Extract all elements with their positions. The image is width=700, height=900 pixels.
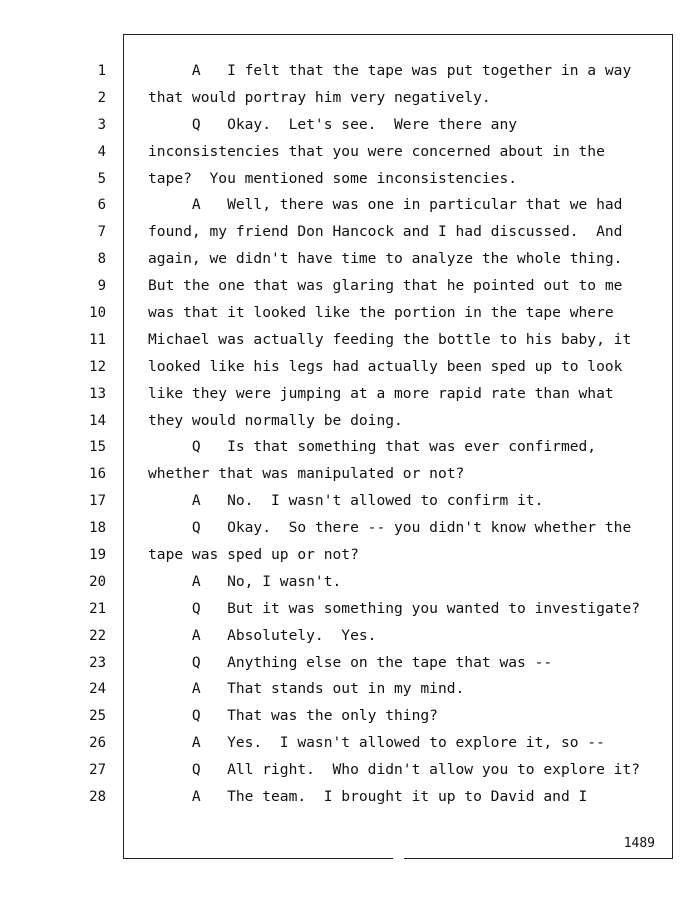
- line-text: was that it looked like the portion in the tape where: [148, 304, 614, 322]
- line-number: 23: [89, 654, 106, 671]
- line-number: 2: [97, 89, 106, 106]
- line-text: found, my friend Don Hancock and I had discussed. And: [148, 223, 623, 241]
- line-text: Q That was the only thing?: [148, 707, 438, 725]
- line-number: 24: [89, 681, 106, 698]
- line-number: 8: [97, 251, 106, 268]
- transcript-line: [0, 300, 700, 327]
- line-text: A Yes. I wasn't allowed to explore it, so --: [148, 734, 605, 752]
- line-text: again, we didn't have time to analyze the whole thing.: [148, 250, 623, 268]
- line-number: 15: [89, 439, 106, 456]
- line-text: Michael was actually feeding the bottle to his baby, it: [148, 330, 632, 348]
- line-text: like they were jumping at a more rapid rate than what: [148, 384, 614, 402]
- transcript-line: [0, 623, 700, 650]
- line-number: 19: [89, 547, 106, 564]
- line-text: A Absolutely. Yes.: [148, 626, 377, 644]
- transcript-line: [0, 166, 700, 193]
- line-number: 21: [89, 600, 106, 617]
- line-number: 26: [89, 735, 106, 752]
- transcript-line: [0, 757, 700, 784]
- line-number: 25: [89, 708, 106, 725]
- transcript-line: [0, 784, 700, 811]
- page-border-top: [123, 34, 672, 35]
- transcript-line: [0, 569, 700, 596]
- line-text: Q Anything else on the tape that was --: [148, 653, 553, 671]
- line-number: 9: [97, 278, 106, 295]
- line-text: Q But it was something you wanted to investigate?: [148, 599, 641, 617]
- line-number: 27: [89, 762, 106, 779]
- transcript-line: [0, 327, 700, 354]
- transcript-line: [0, 273, 700, 300]
- line-text: tape was sped up or not?: [148, 546, 359, 564]
- transcript-line: [0, 650, 700, 677]
- transcript-line: [0, 139, 700, 166]
- bottom-rule-right: [404, 858, 673, 859]
- line-number: 4: [97, 143, 106, 160]
- line-text: Q Okay. So there -- you didn't know whether the: [148, 519, 632, 537]
- line-text: whether that was manipulated or not?: [148, 465, 465, 483]
- line-text: A No, I wasn't.: [148, 572, 342, 590]
- line-text: A I felt that the tape was put together in a way: [148, 62, 632, 79]
- line-text: looked like his legs had actually been sped up to look: [148, 357, 623, 375]
- transcript-line: [0, 515, 700, 542]
- line-number: 3: [97, 116, 106, 133]
- line-number: 5: [97, 170, 106, 187]
- transcript-line: [0, 730, 700, 757]
- transcript-line: [0, 354, 700, 381]
- line-text: inconsistencies that you were concerned about in the: [148, 142, 605, 160]
- line-text: A That stands out in my mind.: [148, 680, 465, 698]
- line-number: 14: [89, 412, 106, 429]
- page-number: 1489: [623, 836, 655, 851]
- line-number: 28: [89, 789, 106, 806]
- line-text: Q Okay. Let's see. Were there any: [148, 115, 518, 133]
- transcript-line: [0, 542, 700, 569]
- transcript-line: [0, 488, 700, 515]
- line-text: tape? You mentioned some inconsistencies.: [148, 169, 518, 187]
- line-text: A No. I wasn't allowed to confirm it.: [148, 492, 544, 510]
- transcript-line: [0, 434, 700, 461]
- transcript-line: [0, 112, 700, 139]
- line-number: 11: [89, 331, 106, 348]
- line-number: 13: [89, 385, 106, 402]
- line-text: Q All right. Who didn't allow you to explore it?: [148, 761, 641, 779]
- line-number: 10: [89, 305, 106, 322]
- line-text: But the one that was glaring that he pointed out to me: [148, 277, 623, 295]
- transcript-line: [0, 192, 700, 219]
- line-number: 1: [97, 63, 106, 79]
- line-number: 7: [97, 224, 106, 241]
- bottom-rule-left: [123, 858, 393, 859]
- line-number: 17: [89, 493, 106, 510]
- line-text: that would portray him very negatively.: [148, 88, 491, 106]
- line-number: 6: [97, 197, 106, 214]
- line-text: A The team. I brought it up to David and I: [148, 788, 588, 806]
- transcript-line: [0, 85, 700, 112]
- line-number: 20: [89, 573, 106, 590]
- line-number: 22: [89, 627, 106, 644]
- line-text: A Well, there was one in particular that we had: [148, 196, 623, 214]
- line-text: Q Is that something that was ever confirmed,: [148, 438, 597, 456]
- transcript-line: [0, 703, 700, 730]
- transcript-lines: [0, 58, 700, 811]
- transcript-line: [0, 246, 700, 273]
- transcript-line: [0, 408, 700, 435]
- transcript-line: [0, 219, 700, 246]
- line-number: 16: [89, 466, 106, 483]
- transcript-line: [0, 676, 700, 703]
- transcript-line: [0, 58, 700, 85]
- line-number: 18: [89, 520, 106, 537]
- transcript-line: [0, 381, 700, 408]
- transcript-line: [0, 461, 700, 488]
- line-number: 12: [89, 358, 106, 375]
- line-text: they would normally be doing.: [148, 411, 403, 429]
- transcript-line: [0, 596, 700, 623]
